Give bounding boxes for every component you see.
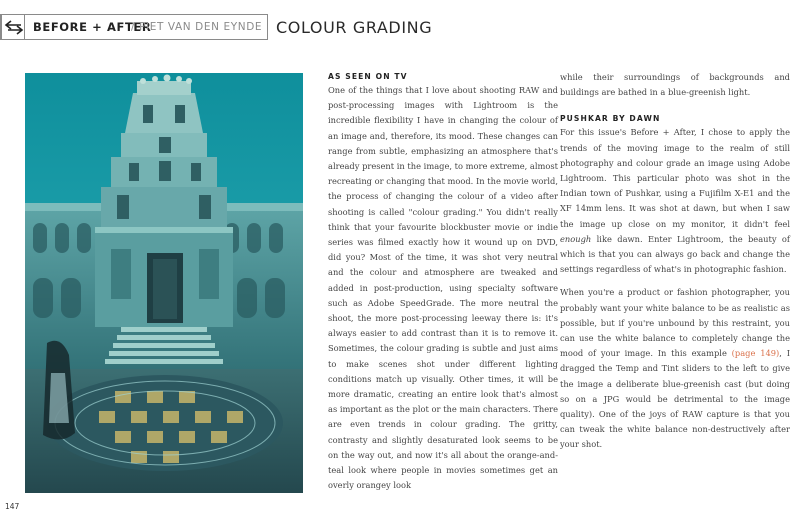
body-paragraph bbox=[560, 285, 790, 452]
section-heading: PUSHKAR BY DAWN bbox=[560, 114, 661, 124]
body-paragraph: One of the things that I love about shooting RAW and post-processing images with Lightroom is the incredible flexibility I have in changing the colour of an image and, therefore, its mood. These changes can range from subtle, emphasizing an atmosphere that's already present in the image, to more extreme, almost recreating or changing that mood. In the movie world, the process of changing the colour of a video after shooting is called "colour grading." You didn't really think that your favourite blockbuster movie or indie series was filmed exactly how it wound up on DVD, did you? Most of the time, it was shot very neutral and the colour and atmosphere are tweaked and added in post-production, using specialty software such as Adobe SpeedGrade. The more neutral the shoot, the more post-processing leeway there is: it's always easier to add contrast than it is to remove it. Sometimes, the colour grading is subtle and just aims to make scenes shot under different lighting conditions match up visually. Other times, it will be more dramatic, creating an entire look that's almost as important as the plot or the main characters. There are even trends in colour grading. The gritty, contrasty and slightly desaturated look seems to be on the way out, and now it's all about the orange-and-teal look where people in movies sometimes get an overly orangey look bbox=[328, 85, 558, 491]
article-column-2 bbox=[560, 70, 790, 461]
emphasis-text: enough bbox=[560, 233, 592, 244]
text-run: For this issue's Before + After, I chose to apply the trends of the moving image to the realm of still photography and colour grade an image using Adobe Lightroom. This particular photo was shot in the Indian town of Pushkar, using a Fujifilm X-E1 and the XF 14mm lens. It was shot at dawn, but when I saw the image up close on my monitor, it didn't feel bbox=[560, 127, 790, 229]
section-heading: AS SEEN ON TV bbox=[328, 72, 408, 81]
temple-photo bbox=[25, 73, 303, 493]
header bbox=[0, 14, 800, 42]
article-column-1 bbox=[328, 70, 558, 501]
text-run: , I dragged the Temp and Tint sliders to the left to give the image a deliberate blue-greenish cast (but doing so on a JPG would be detrimental to the image quality). One of the joys of RAW capture is that you can tweak the white balance non-destructively after your shot. bbox=[560, 348, 790, 450]
breadcrumb[interactable] bbox=[0, 14, 268, 40]
page-reference-link[interactable]: (page 149) bbox=[731, 348, 780, 359]
series-label: BEFORE + AFTER bbox=[33, 20, 152, 34]
body-paragraph: while their surroundings of backgrounds and buildings are bathed in a blue-greenish light. bbox=[560, 72, 790, 98]
page-title: COLOUR GRADING bbox=[276, 18, 433, 37]
page-number: 147 bbox=[5, 502, 20, 511]
body-paragraph bbox=[560, 125, 790, 277]
swap-arrows-icon[interactable] bbox=[1, 14, 25, 40]
text-run: When you're a product or fashion photographer, you probably want your white balance to be as realistic as possible, but if you're unbound by this restraint, you can use the white balance to completely change the mood of your image. In this example bbox=[560, 287, 790, 359]
text-run: like dawn. Enter Lightroom, the beauty of which is that you can always go back and change the settings regardless of what's in photographic fashion. bbox=[560, 233, 790, 275]
author-label: / PIET VAN DEN EYNDE bbox=[131, 21, 263, 33]
